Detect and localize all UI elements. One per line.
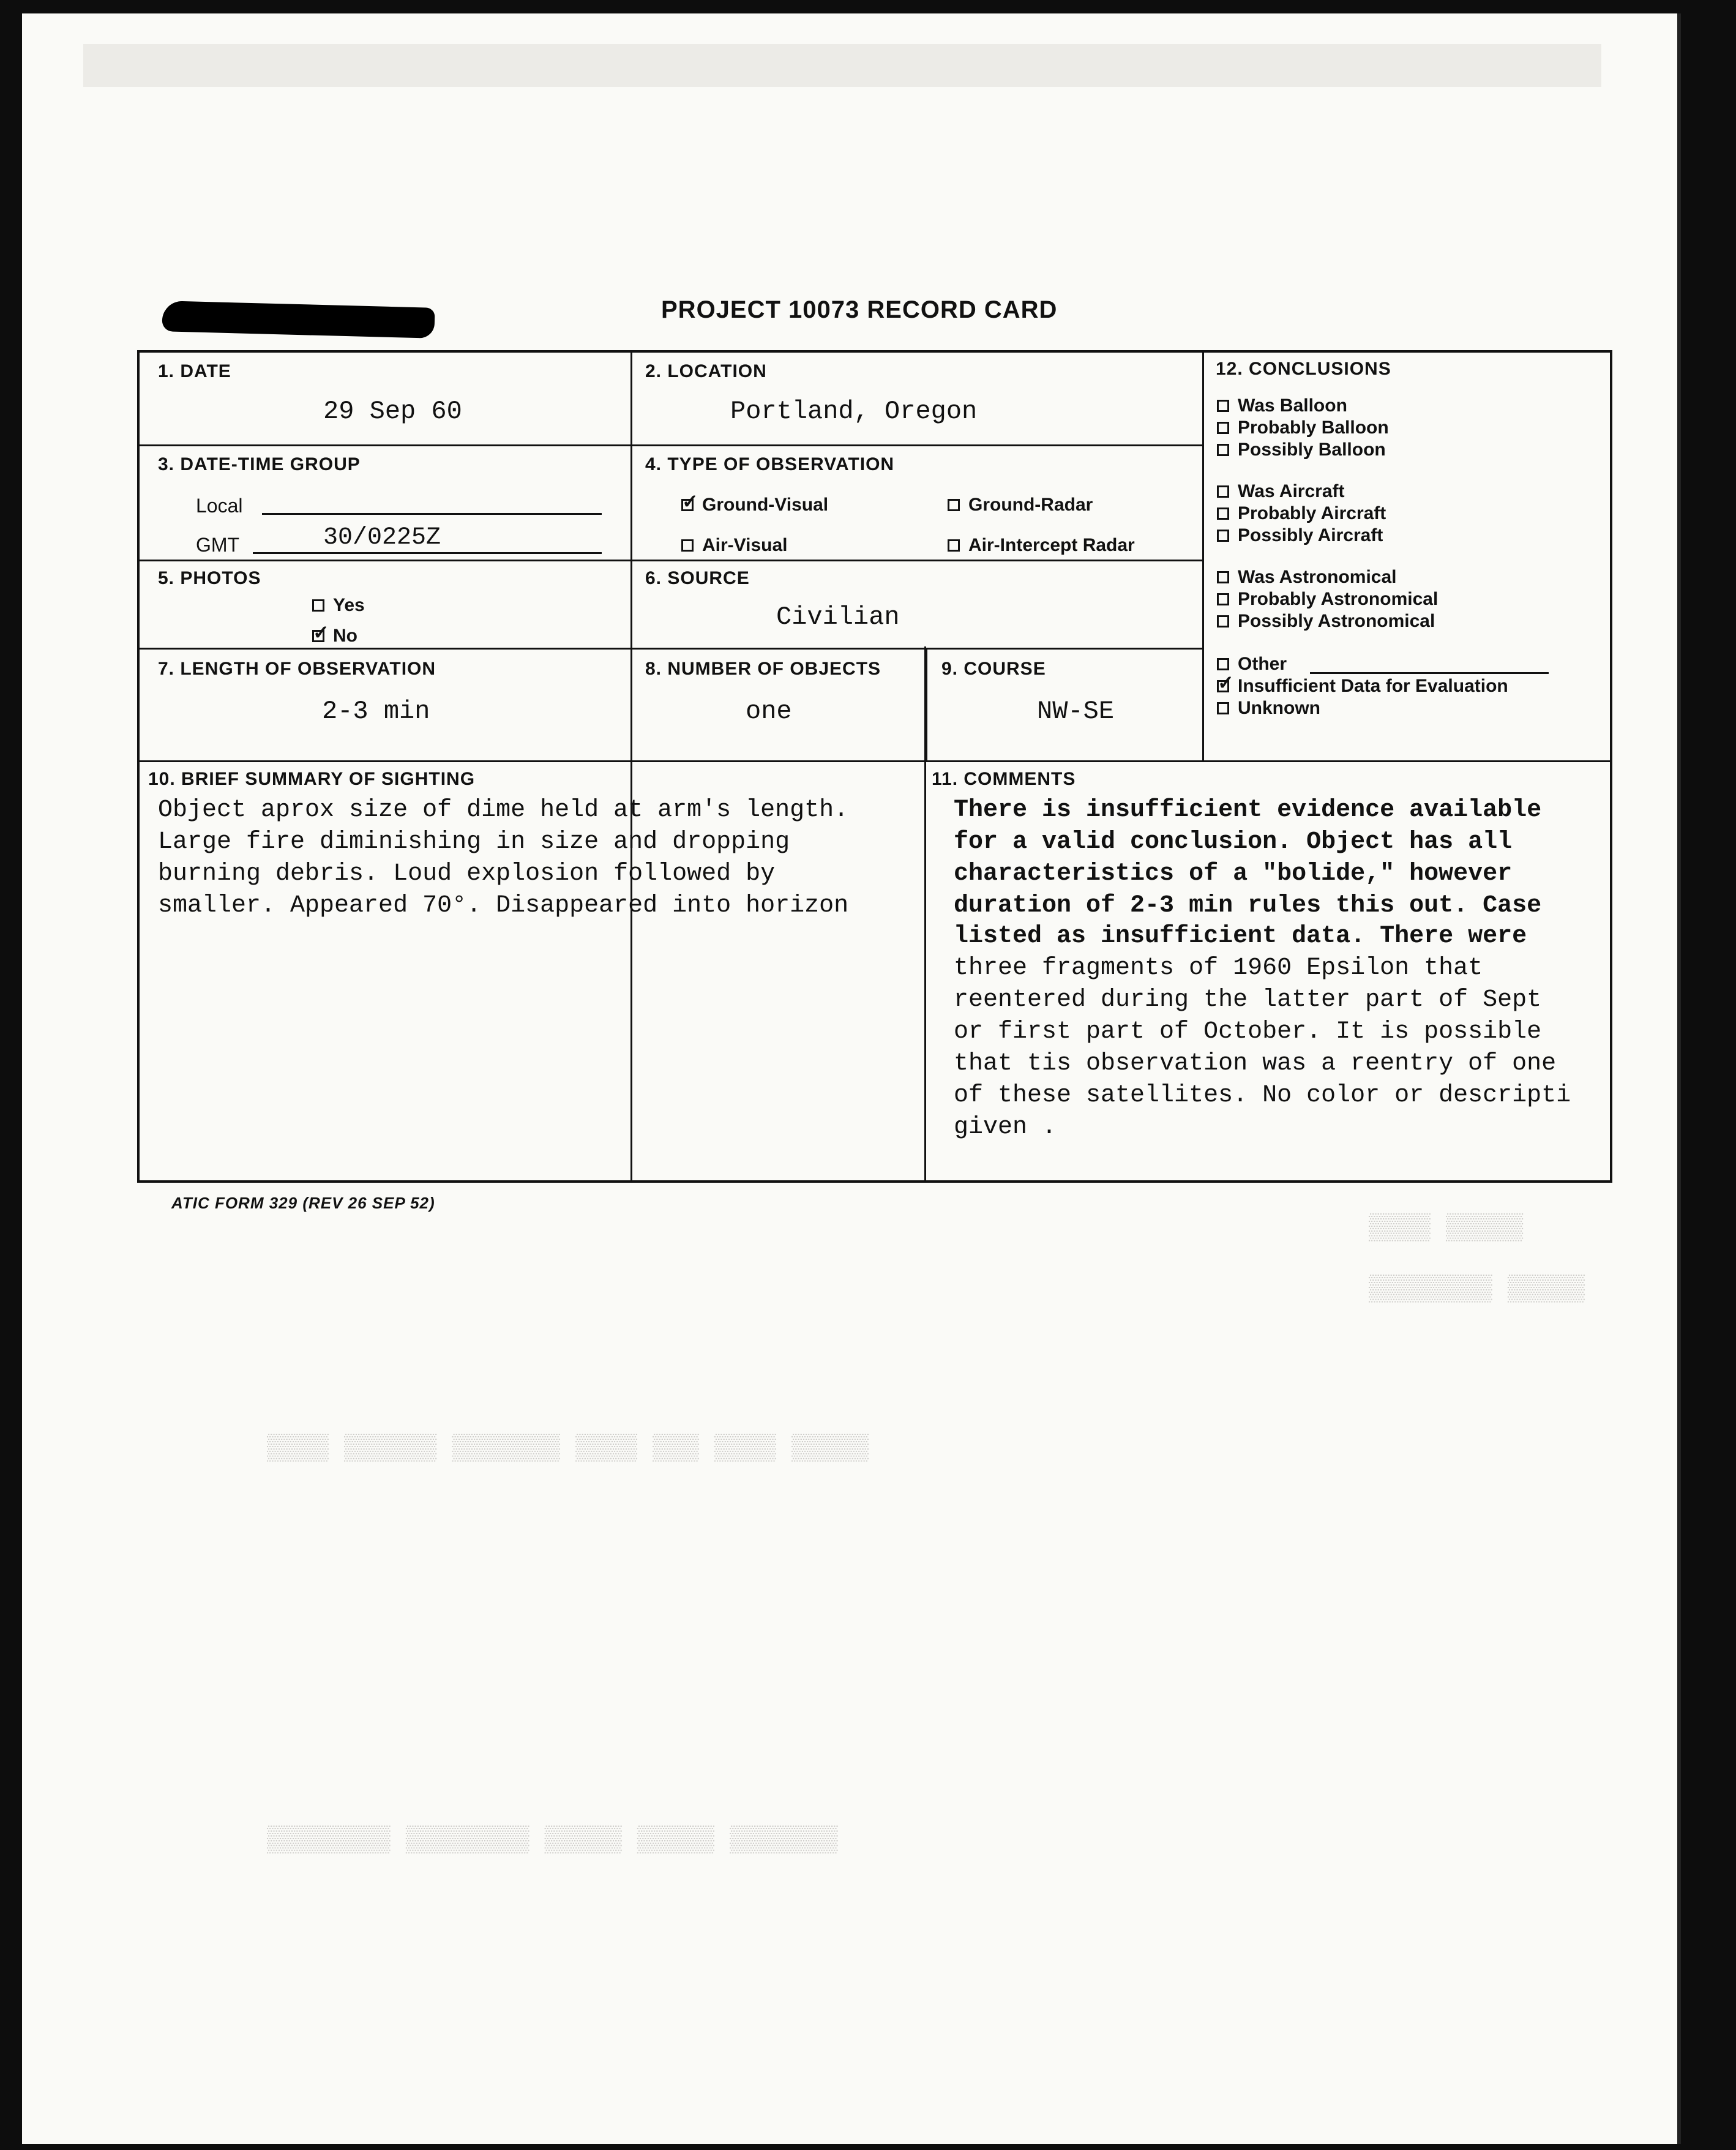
- checkbox-icon: [312, 599, 324, 612]
- checkbox-icon: [1217, 593, 1229, 605]
- conclusion-unknown[interactable]: Unknown: [1217, 698, 1320, 719]
- summary-line: smaller. Appeared 70°. Disappeared into horizon: [158, 892, 849, 920]
- objects-value: one: [746, 697, 792, 726]
- option-ground-visual[interactable]: ✓ Ground-Visual: [681, 495, 828, 515]
- checkbox-icon: [1217, 615, 1229, 627]
- date-label: 1. DATE: [158, 361, 231, 381]
- option-ground-radar[interactable]: Ground-Radar: [948, 495, 1093, 515]
- card-title: PROJECT 10073 RECORD CARD: [661, 296, 1058, 323]
- checkbox-icon: [948, 499, 960, 511]
- course-value: NW-SE: [1037, 697, 1115, 726]
- option-photos-yes[interactable]: Yes: [312, 595, 365, 616]
- comment-line: reentered during the latter part of Sept: [954, 986, 1542, 1014]
- conclusion-was-aircraft[interactable]: Was Aircraft: [1217, 481, 1345, 502]
- objects-label: 8. NUMBER OF OBJECTS: [645, 659, 881, 679]
- option-photos-no[interactable]: ✓ No: [312, 626, 357, 646]
- checkbox-icon: [1217, 444, 1229, 456]
- conclusion-probably-balloon[interactable]: Probably Balloon: [1217, 418, 1389, 438]
- comment-line: given .: [954, 1114, 1057, 1141]
- conclusion-possibly-aircraft[interactable]: Possibly Aircraft: [1217, 525, 1383, 546]
- bleed-through-text: ▒▒▒▒▒▒▒▒ ▒▒▒▒▒: [1369, 1275, 1585, 1304]
- divider: [926, 648, 927, 762]
- checkbox-icon: [1217, 658, 1229, 670]
- checkbox-icon: [1217, 680, 1229, 692]
- divider: [140, 560, 1203, 561]
- conclusions-label: 12. CONCLUSIONS: [1216, 359, 1391, 379]
- bleed-through-text: ▒▒▒▒ ▒▒▒▒▒: [1369, 1213, 1524, 1243]
- summary-line: Object aprox size of dime held at arm's length.: [158, 796, 849, 824]
- option-air-visual[interactable]: Air-Visual: [681, 535, 788, 556]
- conclusion-insufficient-data[interactable]: ✓ Insufficient Data for Evaluation: [1217, 676, 1508, 697]
- conclusion-probably-aircraft[interactable]: Probably Aircraft: [1217, 503, 1386, 524]
- photos-label: 5. PHOTOS: [158, 568, 261, 588]
- local-label: Local: [196, 495, 243, 517]
- comment-line: duration of 2-3 min rules this out. Case: [954, 892, 1542, 920]
- comments-label: 11. COMMENTS: [932, 769, 1076, 789]
- location-value: Portland, Oregon: [730, 397, 978, 426]
- date-value: 29 Sep 60: [323, 397, 462, 426]
- comment-line: for a valid conclusion. Object has all: [954, 828, 1513, 856]
- form-number: ATIC FORM 329 (REV 26 SEP 52): [171, 1194, 435, 1212]
- location-label: 2. LOCATION: [645, 361, 767, 381]
- checkbox-icon: [1217, 571, 1229, 583]
- divider: [140, 648, 1203, 650]
- conclusion-was-balloon[interactable]: Was Balloon: [1217, 395, 1347, 416]
- divider: [140, 760, 1610, 762]
- gmt-field-line: [253, 552, 602, 554]
- comment-line: three fragments of 1960 Epsilon that: [954, 954, 1483, 982]
- summary-line: burning debris. Loud explosion followed by: [158, 860, 776, 888]
- other-field-line: [1310, 672, 1549, 674]
- comment-line: or first part of October. It is possible: [954, 1018, 1542, 1046]
- local-field-line: [262, 513, 602, 515]
- divider: [630, 353, 632, 1183]
- comment-line: that tis observation was a reentry of one: [954, 1050, 1557, 1077]
- checkbox-icon: [1217, 530, 1229, 542]
- checkbox-icon: [1217, 485, 1229, 498]
- checkbox-icon: [681, 539, 694, 552]
- divider: [1202, 353, 1204, 762]
- record-card: [137, 350, 1612, 1183]
- bleed-through-text: ▒▒▒▒ ▒▒▒▒▒▒ ▒▒▒▒▒▒▒ ▒▒▒▒ ▒▒▒ ▒▒▒▒ ▒▒▒▒▒: [267, 1434, 869, 1463]
- dtg-label: 3. DATE-TIME GROUP: [158, 454, 361, 474]
- bleed-through-text: ▒▒▒▒▒▒▒▒ ▒▒▒▒▒▒▒▒ ▒▒▒▒▒ ▒▒▒▒▒ ▒▒▒▒▒▒▒: [267, 1826, 838, 1855]
- comment-line: characteristics of a "bolide," however: [954, 860, 1513, 888]
- source-label: 6. SOURCE: [645, 568, 750, 588]
- checkbox-icon: [1217, 702, 1229, 714]
- gmt-value: 30/0225Z: [323, 524, 441, 552]
- observation-type-label: 4. TYPE OF OBSERVATION: [645, 454, 895, 474]
- conclusion-was-astronomical[interactable]: Was Astronomical: [1217, 567, 1397, 588]
- checkbox-icon: [1217, 508, 1229, 520]
- source-value: Civilian: [776, 602, 900, 632]
- course-label: 9. COURSE: [941, 659, 1046, 679]
- checkbox-icon: [948, 539, 960, 552]
- comment-line: There is insufficient evidence available: [954, 796, 1542, 824]
- divider: [140, 444, 1203, 446]
- checkbox-icon: [681, 499, 694, 511]
- scan-margin: [83, 44, 1601, 87]
- conclusion-probably-astronomical[interactable]: Probably Astronomical: [1217, 589, 1438, 610]
- conclusion-possibly-astronomical[interactable]: Possibly Astronomical: [1217, 611, 1435, 632]
- conclusion-possibly-balloon[interactable]: Possibly Balloon: [1217, 440, 1386, 460]
- gmt-label: GMT: [196, 534, 240, 556]
- length-value: 2-3 min: [322, 697, 430, 726]
- conclusion-other[interactable]: Other: [1217, 654, 1287, 675]
- summary-label: 10. BRIEF SUMMARY OF SIGHTING: [148, 769, 476, 789]
- option-air-intercept-radar[interactable]: Air-Intercept Radar: [948, 535, 1135, 556]
- comment-line: listed as insufficient data. There were: [954, 923, 1527, 950]
- summary-line: Large fire diminishing in size and dropping: [158, 828, 790, 856]
- comment-line: of these satellites. No color or descripti: [954, 1082, 1571, 1109]
- checkbox-icon: [1217, 422, 1229, 434]
- length-label: 7. LENGTH OF OBSERVATION: [158, 659, 436, 679]
- checkbox-icon: [1217, 400, 1229, 412]
- checkbox-icon: [312, 630, 324, 642]
